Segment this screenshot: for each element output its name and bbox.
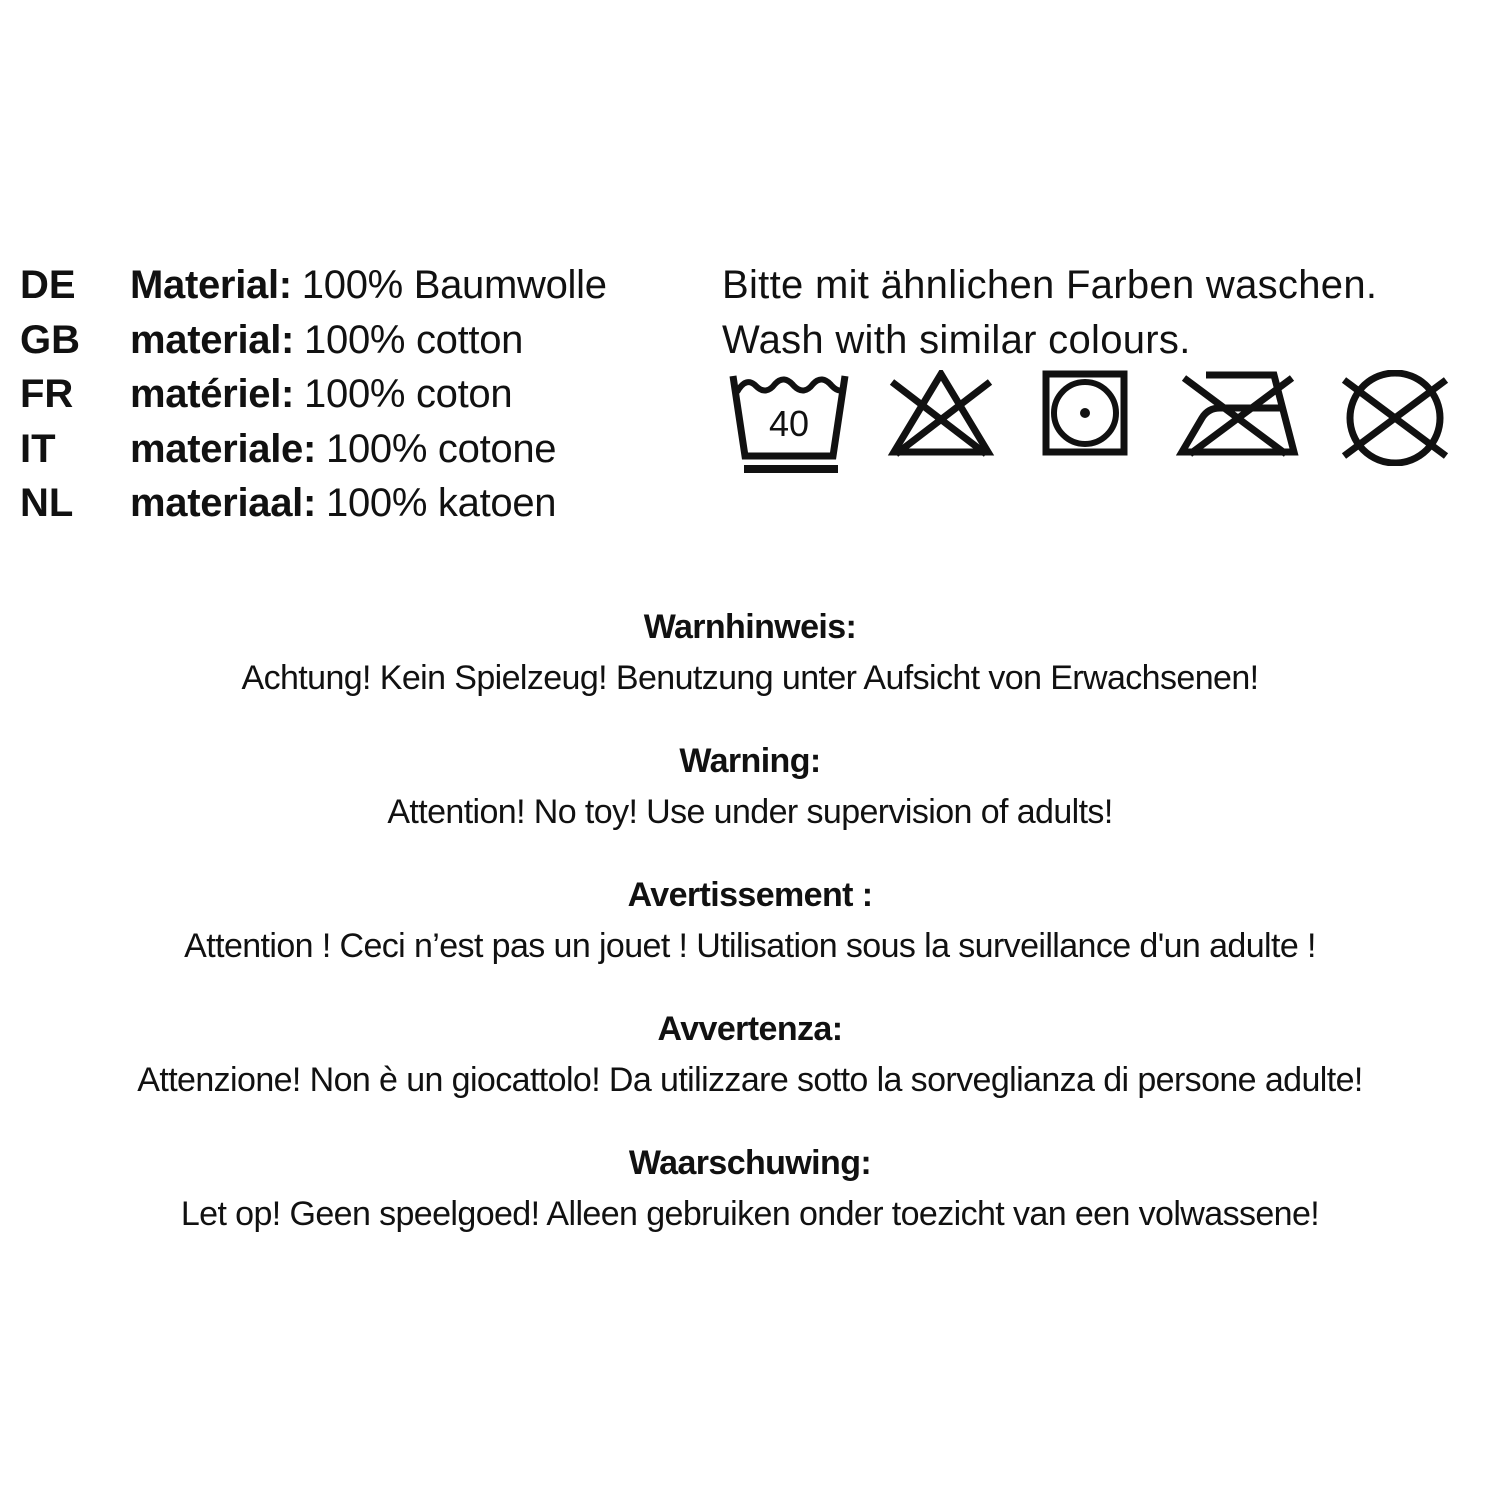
warning-gb (0, 736, 1500, 870)
material-value: 100% Baumwolle (301, 263, 607, 307)
material-value: 100% katoen (326, 481, 557, 525)
warning-text: Attention! No toy! Use under supervision of adults! (387, 793, 1113, 831)
material-label: matériel: (130, 372, 295, 416)
material-row-de (20, 258, 710, 313)
material-value: 100% cotton (304, 317, 524, 362)
tumble-dry-low-icon (1042, 370, 1128, 456)
warning-title: Warnhinweis: (643, 608, 857, 646)
material-label: materiale: (130, 426, 316, 471)
do-not-iron-icon (1176, 370, 1302, 460)
material-value: 100% coton (304, 372, 513, 416)
do-not-bleach-icon (886, 370, 996, 460)
warning-title: Avertissement : (627, 876, 873, 914)
warning-de (0, 602, 1500, 736)
material-label: Material: (130, 263, 292, 307)
warning-text: Achtung! Kein Spielzeug! Benutzung unter Aufsicht von Erwachsenen! (241, 659, 1259, 697)
warning-text: Attention ! Ceci n’est pas un jouet ! Utilisation sous la surveillance d'un adulte ! (184, 927, 1316, 965)
warning-it (0, 1004, 1500, 1138)
language-code: FR (20, 372, 74, 416)
care-instruction-gb: Wash with similar colours. (722, 317, 1191, 362)
material-composition-list (20, 258, 710, 531)
warning-text: Attenzione! Non è un giocattolo! Da utilizzare sotto la sorveglianza di persone adulte! (137, 1061, 1363, 1099)
language-code: GB (20, 317, 80, 362)
warning-title: Avvertenza: (657, 1010, 843, 1048)
do-not-dry-clean-icon (1340, 370, 1450, 466)
material-label: material: (130, 317, 295, 362)
language-code: NL (20, 481, 74, 525)
care-instruction-de: Bitte mit ähnlichen Farben waschen. (722, 263, 1378, 307)
warning-text: Let op! Geen speelgoed! Alleen gebruiken onder toezicht van een volwassene! (180, 1195, 1320, 1233)
material-row-it (20, 422, 710, 477)
safety-warnings (0, 602, 1500, 1272)
language-code: DE (20, 263, 76, 307)
care-symbols-row (722, 370, 1492, 480)
material-label: materiaal: (130, 481, 316, 525)
language-code: IT (20, 426, 56, 471)
wash-temperature: 40 (768, 403, 810, 444)
material-row-nl (20, 476, 710, 531)
warning-title: Waarschuwing: (628, 1144, 872, 1182)
material-row-fr (20, 367, 710, 422)
material-value: 100% cotone (326, 426, 557, 471)
wash-40-gentle-icon (728, 370, 850, 474)
material-row-gb (20, 313, 710, 368)
warning-nl (0, 1138, 1500, 1272)
care-instructions (722, 258, 1492, 444)
warning-fr (0, 870, 1500, 1004)
warning-title: Warning: (679, 742, 821, 780)
